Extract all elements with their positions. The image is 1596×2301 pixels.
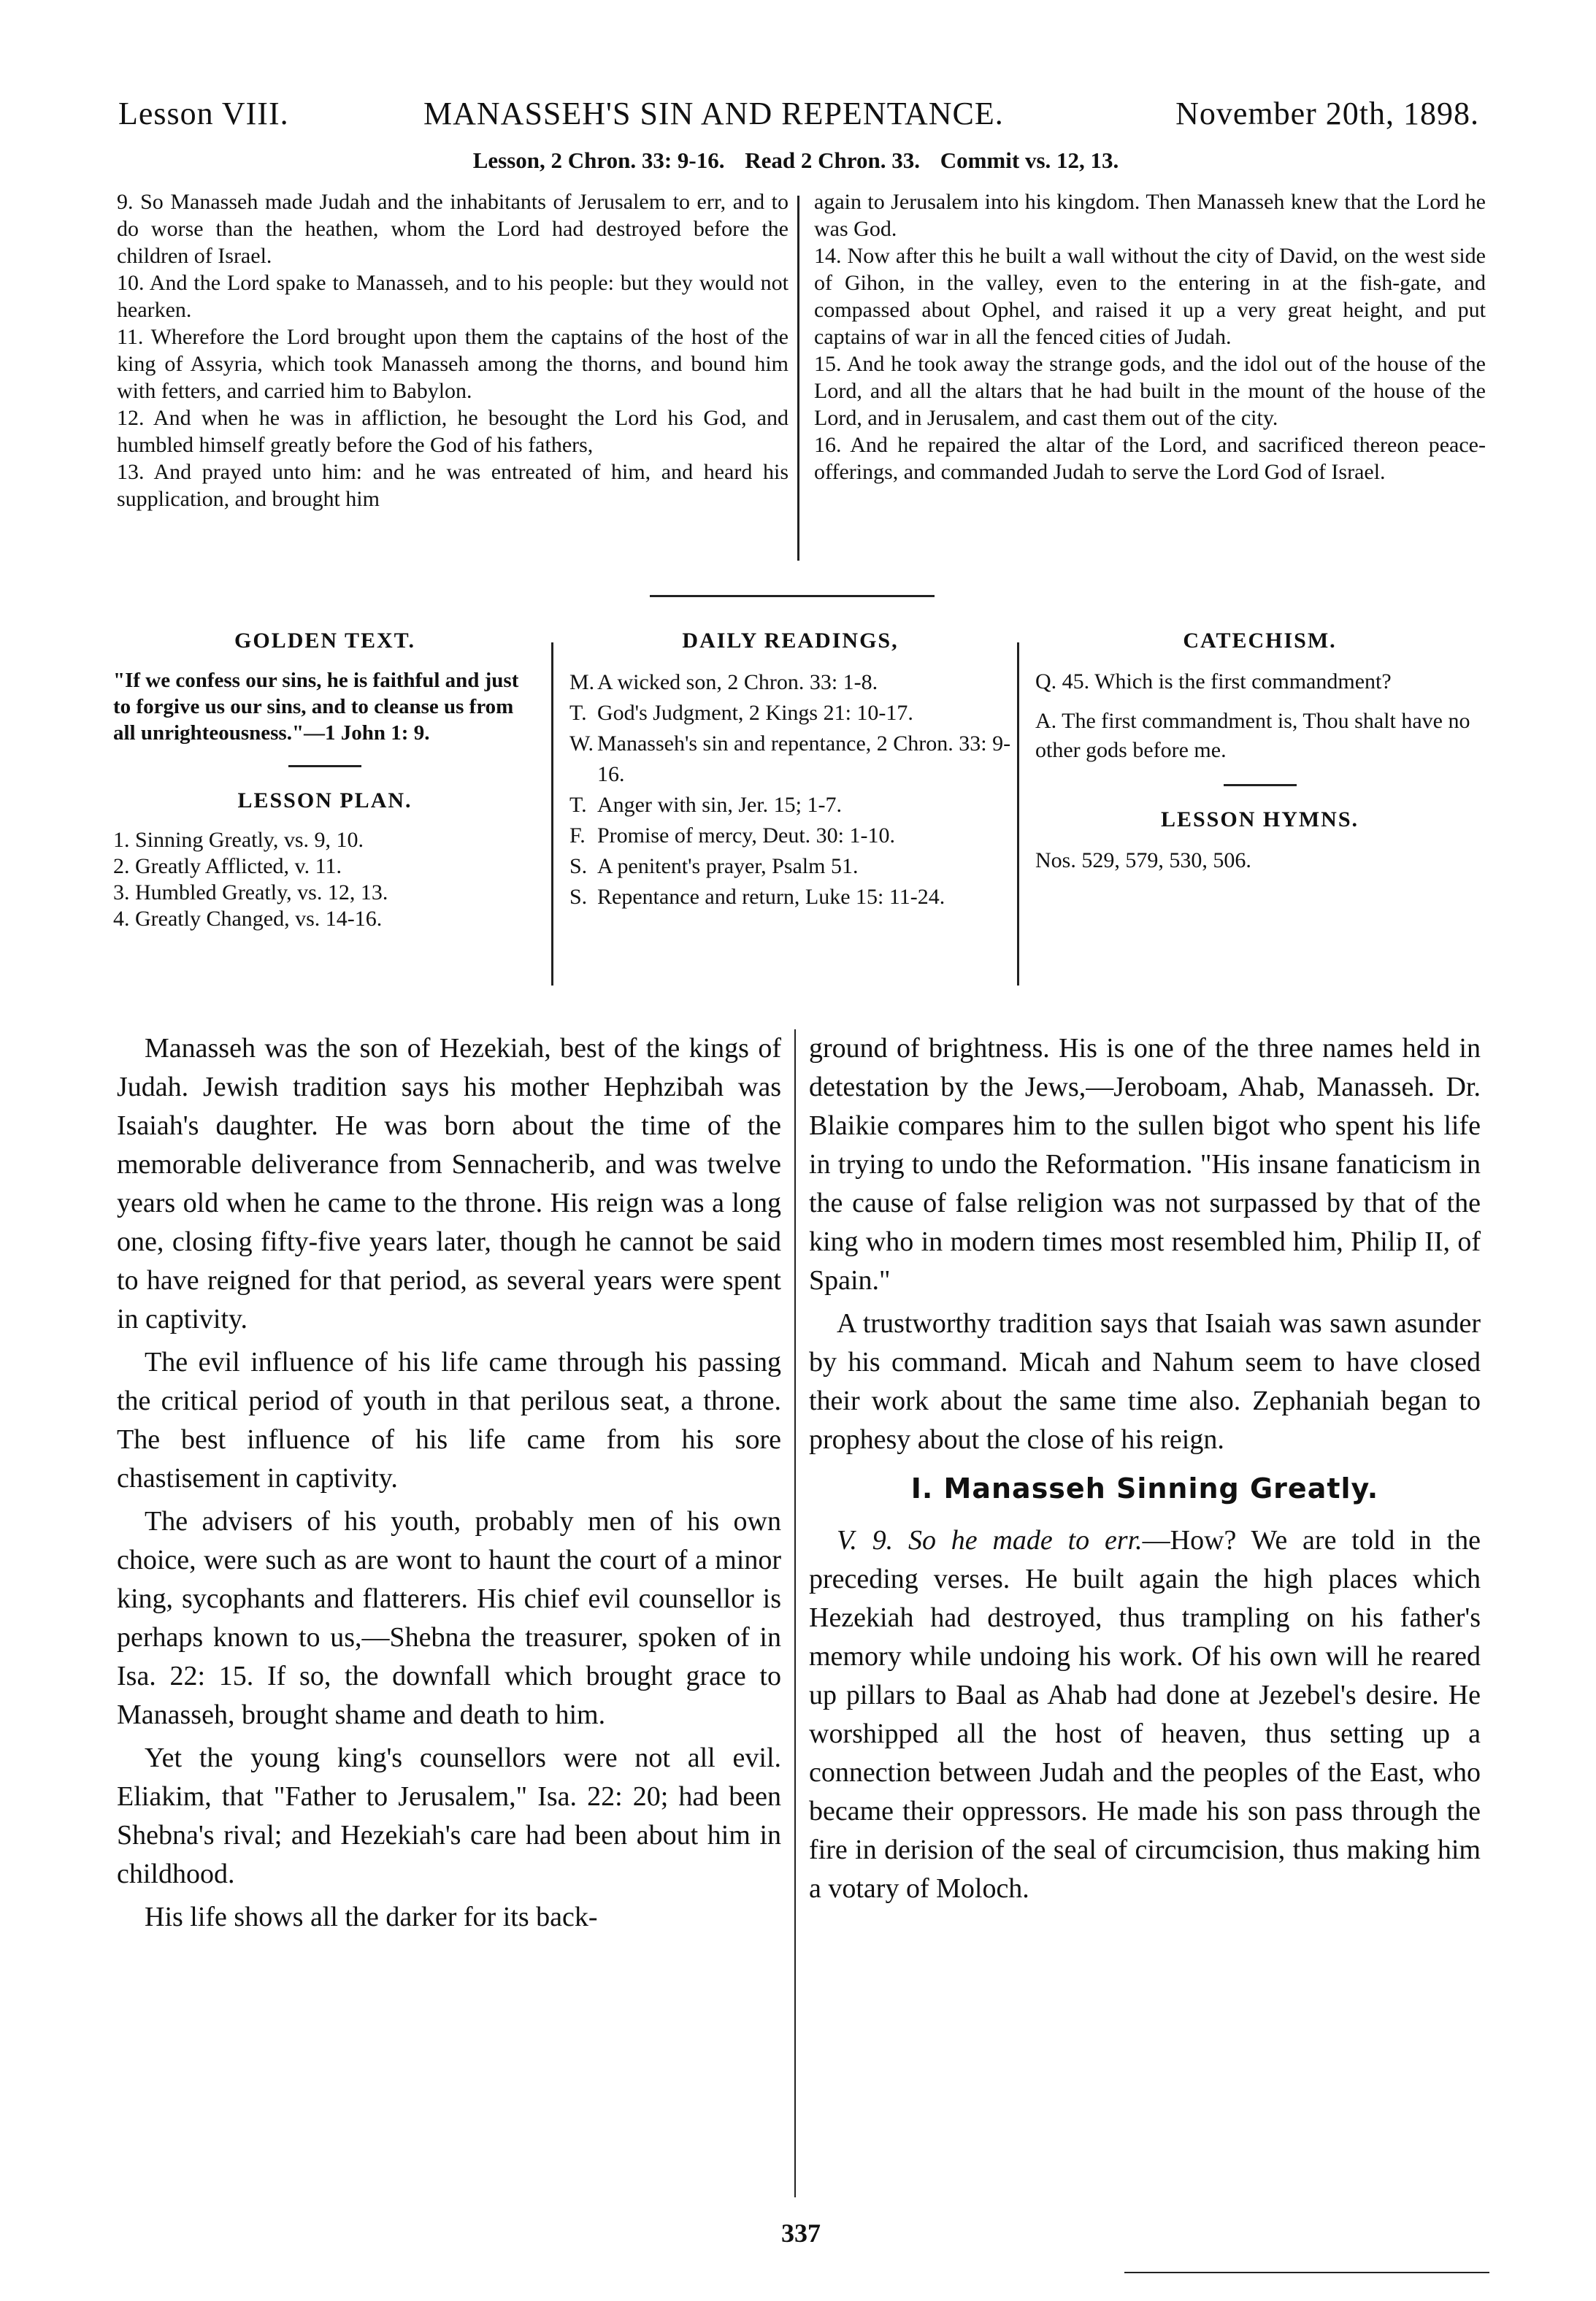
- daily-readings-heading: DAILY READINGS,: [682, 629, 899, 653]
- scripture-text: [117, 188, 1489, 568]
- page-number: 337: [781, 2219, 821, 2248]
- golden-text-panel: [113, 626, 537, 932]
- lesson-plan-item: 3. Humbled Greatly, vs. 12, 13.: [113, 880, 388, 904]
- scripture-right-column: [814, 188, 1486, 485]
- catechism-question: Q. 45. Which is the first commandment?: [1035, 669, 1392, 694]
- paragraph: His life shows all the darker for its back-: [145, 1902, 598, 1932]
- catechism-answer: A. The first commandment is, Thou shalt have no other gods before me.: [1035, 709, 1470, 762]
- reading-text: A wicked son, 2 Chron. 33: 1-8.: [597, 670, 878, 694]
- section-divider: [650, 595, 935, 597]
- divider: [1224, 784, 1297, 786]
- reading-day: T.: [569, 793, 587, 817]
- reading-text: Anger with sin, Jer. 15; 1-7.: [597, 793, 842, 817]
- reading-item: [569, 790, 1011, 821]
- verse: 15. And he took away the strange gods, and the idol out of the house of the Lord, and all the altars that he had built in the mount of the house of the Lord, and in Jerusalem, and cast them out of the city.: [814, 352, 1486, 430]
- reading-text: A penitent's prayer, Psalm 51.: [597, 854, 859, 878]
- reading-text: God's Judgment, 2 Kings 21: 10-17.: [597, 701, 913, 725]
- lesson-hymns-heading: LESSON HYMNS.: [1160, 807, 1359, 831]
- verse: 16. And he repaired the altar of the Lord, and sacrificed thereon peace-offerings, and commanded Judah to serve the Lord God of Israel.: [814, 433, 1486, 484]
- read-passage: Read 2 Chron. 33.: [745, 147, 920, 173]
- reading-text: Repentance and return, Luke 15: 11-24.: [597, 885, 945, 909]
- divider: [288, 765, 361, 767]
- verse: 12. And when he was in affliction, he besought the Lord his God, and humbled himself greatly before the God of his fathers,: [117, 406, 789, 457]
- reading-day: S.: [569, 885, 588, 909]
- paragraph: A trustworthy tradition says that Isaiah was sawn asunder by his command. Micah and Nahum seem to have closed their work about the same time also. Zephaniah began to prophesy about the close of his reign.: [809, 1308, 1481, 1455]
- commentary-right-column: [809, 1029, 1481, 1913]
- paragraph: [809, 1521, 1481, 1908]
- reading-item: [569, 821, 1011, 851]
- verse: 10. And the Lord spake to Manasseh, and to his people: but they would not hearken.: [117, 271, 789, 322]
- reading-day: F.: [569, 823, 586, 848]
- section-heading: I. Manasseh Sinning Greatly.: [910, 1472, 1379, 1505]
- reading-day: M.: [569, 670, 595, 694]
- reading-text: Manasseh's sin and repentance, 2 Chron. 33: 9-16.: [597, 731, 1011, 786]
- verse-reference: V. 9. So he made to err.: [837, 1525, 1143, 1556]
- footer-rule: [1124, 2272, 1489, 2273]
- lesson-passage: Lesson, 2 Chron. 33: 9-16.: [472, 147, 725, 173]
- verse: 14. Now after this he built a wall without the city of David, on the west side of Gihon, in the valley, even to the entering in at the fish-gate, and compassed about Ophel, and raised it up a very great height, and put captains of war in all the fenced cities of Judah.: [814, 244, 1486, 349]
- column-divider: [794, 1029, 796, 2197]
- lesson-number: Lesson VIII.: [118, 96, 289, 131]
- lesson-references: [117, 147, 1475, 174]
- catechism-panel: [1035, 626, 1484, 875]
- column-divider: [797, 196, 799, 561]
- verse-commentary: —How? We are told in the preceding verses. He built again the high places which Hezekiah had destroyed, thus trampling on his father's memory while undoing his work. Of his own will he reared up pillars to Baal as Ahab had done at Jezebel's desire. He worshipped all the host of heaven, thus setting up a connection between Judah and the peoples of the East, who became their oppressors. He made his son pass through the fire in derision of the seal of circumcision, thus making him a votary of Moloch.: [809, 1525, 1481, 1904]
- golden-text: "If we confess our sins, he is faithful and just to forgive us our sins, and to cleanse us from all unrighteousness."—1 John 1: 9.: [113, 669, 519, 745]
- column-divider: [1017, 642, 1019, 986]
- commentary-left-column: [117, 1029, 781, 1941]
- lesson-plan-heading: LESSON PLAN.: [237, 788, 413, 813]
- reading-item: [569, 882, 1011, 913]
- verse: again to Jerusalem into his kingdom. Then Manasseh knew that the Lord he was God.: [814, 190, 1486, 241]
- paragraph: The advisers of his youth, probably men of his own choice, were such as are wont to haunt the court of a minor king, sycophants and flatterers. His chief evil counsellor is perhaps known to us,—Shebna the treasurer, spoken of in Isa. 22: 15. If so, the downfall which brought grace to Manasseh, brought shame and death to him.: [117, 1506, 781, 1730]
- scripture-left-column: [117, 188, 789, 512]
- reading-day: S.: [569, 854, 588, 878]
- paragraph: Yet the young king's counsellors were not all evil. Eliakim, that "Father to Jerusalem," Isa. 22: 20; had been Shebna's rival; and Hezekiah's care had been about him in childhood.: [117, 1743, 781, 1889]
- reading-item: [569, 698, 1011, 729]
- reading-item: [569, 729, 1011, 790]
- hymn-numbers: Nos. 529, 579, 530, 506.: [1035, 848, 1251, 872]
- catechism-heading: CATECHISM.: [1183, 629, 1337, 653]
- lesson-plan-item: 4. Greatly Changed, vs. 14-16.: [113, 907, 383, 931]
- paragraph: The evil influence of his life came through his passing the critical period of youth in that perilous seat, a throne. The best influence of his life came from his sore chastisement in captivity.: [117, 1347, 781, 1494]
- daily-readings-panel: [569, 626, 1011, 913]
- verse: 9. So Manasseh made Judah and the inhabitants of Jerusalem to err, and to do worse than the heathen, whom the Lord had destroyed before the children of Israel.: [117, 190, 789, 268]
- reading-item: [569, 851, 1011, 882]
- reading-day: T.: [569, 701, 587, 725]
- column-divider: [551, 642, 553, 986]
- lesson-plan-item: 1. Sinning Greatly, vs. 9, 10.: [113, 828, 364, 852]
- reading-item: [569, 667, 1011, 698]
- paragraph: ground of brightness. His is one of the three names held in detestation by the Jews,—Jeroboam, Ahab, Manasseh. Dr. Blaikie compares him to the sullen bigot who spent his life in trying to undo the Reformation. "His insane fanaticism in the cause of false religion was not surpassed by that of the king who in modern times most resembled him, Philip II, of Spain.": [809, 1033, 1481, 1296]
- verse: 13. And prayed unto him: and he was entreated of him, and heard his supplication, and brought him: [117, 460, 789, 511]
- lesson-plan-item: 2. Greatly Afflicted, v. 11.: [113, 854, 342, 878]
- verse: 11. Wherefore the Lord brought upon them the captains of the host of the king of Assyria, which took Manasseh among the thorns, and bound him with fetters, and carried him to Babylon.: [117, 325, 789, 403]
- paragraph: Manasseh was the son of Hezekiah, best of the kings of Judah. Jewish tradition says his mother Hephzibah was Isaiah's daughter. He was born about the time of the memorable deliverance from Sennacherib, and was twelve years old when he came to the throne. His reign was a long one, closing fifty-five years later, though he cannot be said to have reigned for that period, as several years were spent in captivity.: [117, 1033, 781, 1334]
- commit-verses: Commit vs. 12, 13.: [940, 147, 1119, 173]
- lesson-title: MANASSEH'S SIN AND REPENTANCE.: [423, 96, 1004, 131]
- reading-day: W.: [569, 731, 594, 756]
- golden-text-heading: GOLDEN TEXT.: [234, 629, 415, 653]
- lesson-date: November 20th, 1898.: [1175, 96, 1479, 131]
- reading-text: Promise of mercy, Deut. 30: 1-10.: [597, 823, 895, 848]
